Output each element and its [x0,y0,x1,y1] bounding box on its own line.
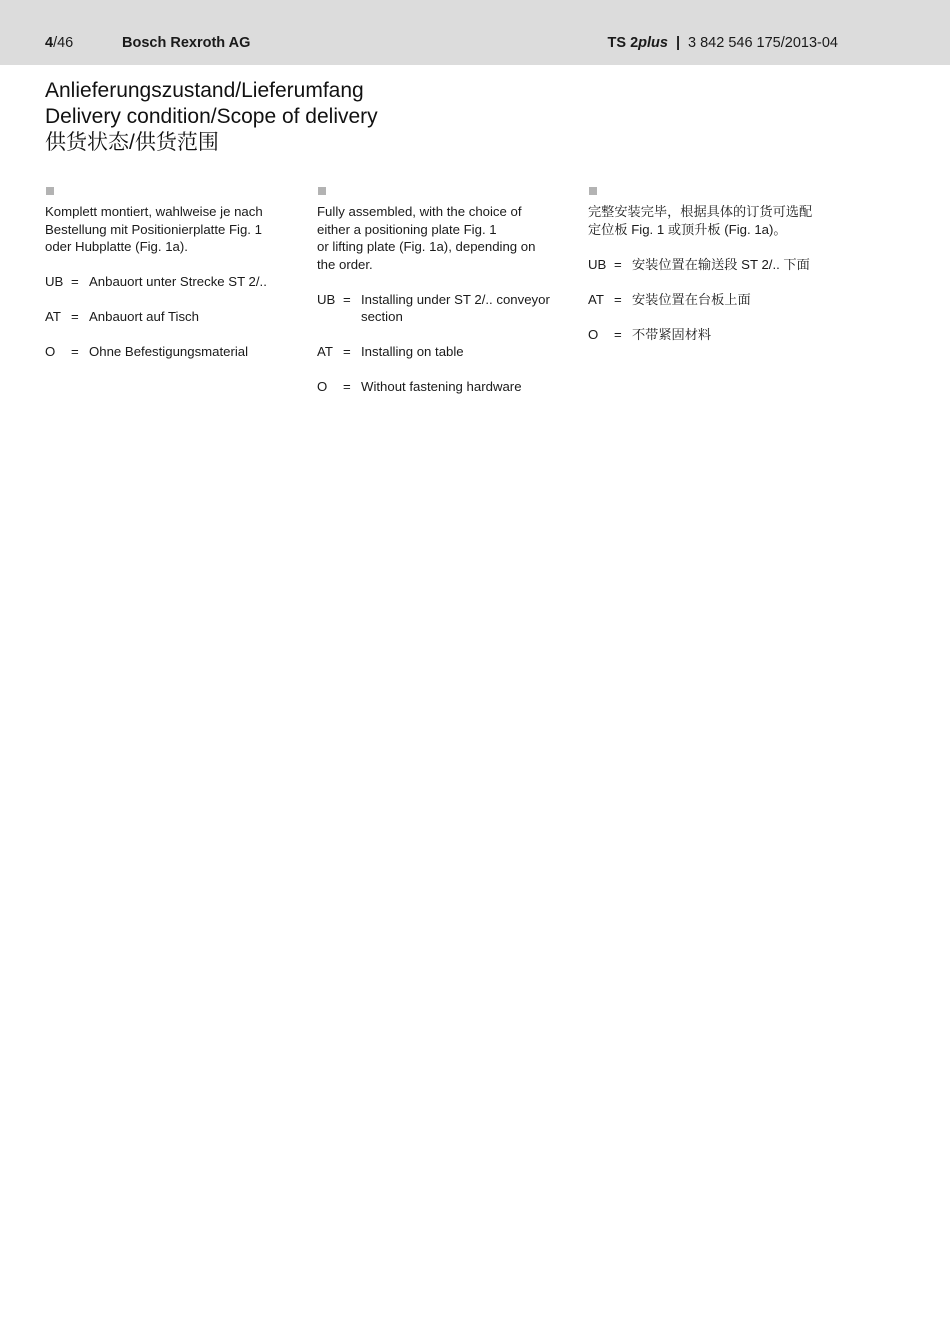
document-reference [608,35,838,51]
intro-text [317,203,562,273]
page-current: 4 [45,35,54,51]
definition-ub [588,256,833,274]
definition-text: Anbauort unter Strecke ST 2/.. [89,274,267,289]
definition-equals: = [71,274,79,289]
intro-line: Komplett montiert, wahlweise je nach [45,204,263,219]
page-header [0,0,950,65]
definition-abbr: O [317,379,328,394]
definition-abbr: AT [317,344,333,359]
definition-text: Anbauort auf Tisch [89,309,199,324]
page-total: /46 [53,35,74,51]
definition-text: Installing under ST 2/.. conveyor section [361,291,550,324]
page-number [45,35,73,51]
definition-ub [317,291,562,326]
intro-line: Fully assembled, with the choice of [317,204,522,219]
company-name: Bosch Rexroth AG [122,35,251,51]
definition-equals: = [71,344,79,359]
product-suffix: plus [638,35,668,51]
square-bullet-icon [46,187,54,195]
intro-text [588,203,833,238]
definition-equals: = [614,291,622,307]
definition-text: 安装位置在输送段 ST 2/.. 下面 [632,256,810,272]
definition-abbr: UB [588,256,607,272]
square-bullet-icon [318,187,326,195]
product-prefix: TS 2 [607,35,639,51]
column-german [45,185,290,378]
definition-text: Ohne Befestigungsmaterial [89,344,249,359]
definition-text: 安装位置在台板上面 [632,291,751,307]
definition-at [45,308,290,326]
definition-o [317,378,562,396]
definition-equals: = [343,344,351,359]
definition-equals: = [71,309,79,324]
intro-line: Bestellung mit Positionierplatte Fig. 1 [45,221,262,237]
definition-at [588,291,833,309]
header-separator: | [675,35,681,51]
title-en: Delivery condition/Scope of delivery [45,105,378,128]
definition-o [588,326,833,344]
definition-text: Without fastening hardware [361,379,522,394]
definition-equals: = [614,256,622,272]
intro-line: 完整安装完毕，根据具体的订货可选配 [588,204,813,219]
definition-o [45,343,290,361]
definition-abbr: O [588,326,599,342]
intro-line: or lifting plate (Fig. 1a), depending on [317,239,536,254]
definition-text: Installing on table [361,344,464,359]
intro-line: oder Hubplatte (Fig. 1a). [45,239,188,254]
title-de: Anlieferungszustand/Lieferumfang [45,79,364,102]
definition-equals: = [343,291,351,307]
definition-abbr: O [45,344,56,359]
definition-abbr: AT [588,291,604,307]
definition-text: 不带紧固材料 [632,326,712,342]
intro-line: the order. [317,256,373,272]
definition-equals: = [343,379,351,394]
definition-abbr: UB [317,291,336,307]
product-name [608,35,668,51]
intro-line: 定位板 Fig. 1 或顶升板 (Fig. 1a)。 [588,221,787,237]
definition-at [317,343,562,361]
title-zh: 供货状态/供货范围 [45,131,219,154]
definition-abbr: AT [45,309,61,324]
definition-equals: = [614,326,622,342]
intro-text [45,203,290,256]
intro-line: either a positioning plate Fig. 1 [317,221,497,237]
column-chinese [588,185,833,361]
square-bullet-icon [589,187,597,195]
section-title [45,78,378,156]
column-english [317,185,562,413]
definition-abbr: UB [45,274,64,289]
definition-ub [45,273,290,291]
doc-number: 3 842 546 175/2013-04 [688,35,838,51]
